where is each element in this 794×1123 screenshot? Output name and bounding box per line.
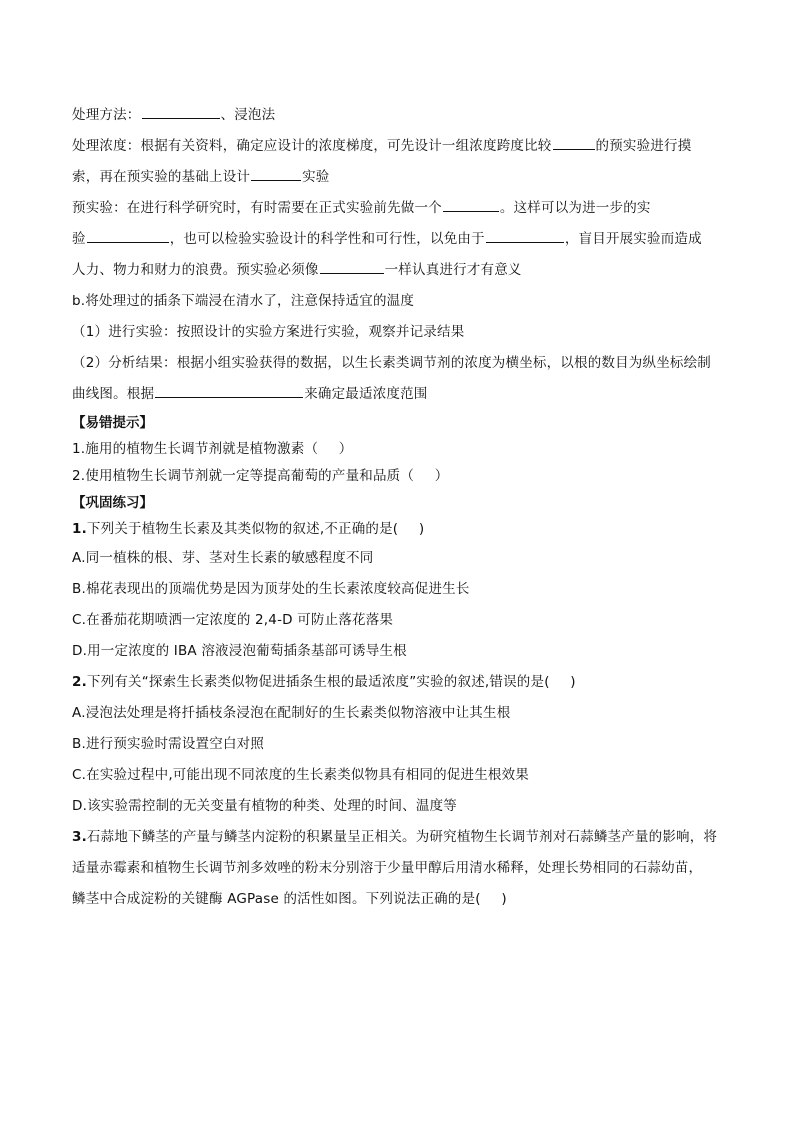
question-2-close: ): [570, 674, 576, 690]
pre-blank-1[interactable]: [443, 197, 499, 212]
tip-close-1: ）: [338, 441, 353, 457]
pre-blank-2[interactable]: [87, 228, 169, 243]
worksheet-page: [72, 100, 732, 915]
tip-item-2: [72, 463, 732, 490]
step-2-blank[interactable]: [155, 383, 303, 398]
concentration-text-3: 索，再在预实验的基础上设计: [72, 169, 251, 185]
question-1-text: 下列关于植物生长素及其类似物的叙述,不正确的是(: [86, 521, 399, 537]
tip-text-1: 1.施用的植物生长调节剂就是植物激素（: [72, 441, 319, 457]
concentration-line-2: [72, 162, 732, 193]
step-2-line-1: （2）分析结果：根据小组实验获得的数据，以生长素类调节剂的浓度为横坐标，以根的数目为纵坐标绘制: [72, 355, 711, 371]
pre-blank-3[interactable]: [486, 228, 564, 243]
concentration-line-1: [72, 131, 732, 162]
step-2-text-3: 来确定最适浓度范围: [304, 386, 428, 402]
concentration-blank-2[interactable]: [251, 166, 301, 181]
question-1-option-b: B.棉花表现出的顶端优势是因为顶芽处的生长素浓度较高促进生长: [72, 581, 470, 597]
practice-heading: 【巩固练习】: [72, 495, 153, 511]
pre-text-2: 。这样可以为进一步的实: [499, 200, 651, 216]
pre-text-3: 验: [72, 231, 86, 247]
step-b: b.将处理过的插条下端浸在清水了，注意保持适宜的温度: [72, 293, 415, 309]
tip-item-1: [72, 436, 732, 463]
question-3-text-1: 石蒜地下鳞茎的产量与鳞茎内淀粉的积累量呈正相关。为研究植物生长调节剂对石蒜鳞茎产量的影响，将: [86, 829, 718, 845]
tip-text-2: 2.使用植物生长调节剂就一定等提高葡萄的产量和品质（: [72, 468, 415, 484]
question-1-number: 1.: [72, 521, 87, 537]
question-1-option-c: C.在番茄花期喷洒一定浓度的 2,4-D 可防止落花落果: [72, 612, 394, 628]
question-3-close: ): [501, 891, 507, 907]
question-1-stem: [72, 516, 732, 543]
step-2-line-2: [72, 379, 732, 410]
question-3-line-1: [72, 822, 732, 853]
tip-close-2: ）: [434, 468, 449, 484]
pre-text-7: 一样认真进行才有意义: [384, 262, 522, 278]
method-line: [72, 100, 732, 131]
concentration-text: 处理浓度：根据有关资料，确定应设计的浓度梯度，可先设计一组浓度跨度比较: [72, 138, 552, 154]
question-3-number: 3.: [72, 829, 87, 845]
question-2-option-a: A.浸泡法处理是将扦插枝条浸泡在配制好的生长素类似物溶液中让其生根: [72, 705, 511, 721]
method-label: 处理方法：: [72, 107, 141, 123]
pre-line-3: [72, 255, 732, 286]
pre-text-5: ，盲目开展实验而造成: [564, 231, 702, 247]
question-2-number: 2.: [72, 674, 87, 690]
question-1-option-a: A.同一植株的根、芽、茎对生长素的敏感程度不同: [72, 550, 374, 566]
question-3-line-2: 适量赤霉素和植物生长调节剂多效唑的粉末分别溶于少量甲醇后用清水稀释，处理长势相同的石蒜幼苗，: [72, 860, 703, 876]
question-3-line-3: [72, 884, 732, 915]
question-2-text: 下列有关“探索生长素类似物促进插条生根的最适浓度”实验的叙述,错误的是(: [86, 674, 550, 690]
method-blank[interactable]: [142, 104, 220, 119]
pre-text-4: ，也可以检验实验设计的科学性和可行性，以免由于: [169, 231, 485, 247]
step-1: （1）进行实验：按照设计的实验方案进行实验，观察并记录结果: [72, 324, 465, 340]
method-after: 、浸泡法: [220, 107, 276, 123]
concentration-text-2: 的预实验进行摸: [595, 138, 692, 154]
pre-line-2: [72, 224, 732, 255]
pre-blank-4[interactable]: [320, 259, 384, 274]
question-2-option-d: D.该实验需控制的无关变量有植物的种类、处理的时间、温度等: [72, 798, 457, 814]
tips-heading: 【易错提示】: [72, 415, 153, 431]
concentration-blank-1[interactable]: [553, 135, 595, 150]
question-1-close: ): [418, 521, 425, 537]
step-2-text-2: 曲线图。根据: [72, 386, 155, 402]
pre-line-1: [72, 193, 732, 224]
question-2-stem: [72, 667, 732, 698]
question-1-option-d: D.用一定浓度的 IBA 溶液浸泡葡萄插条基部可诱导生根: [72, 643, 407, 659]
concentration-text-4: 实验: [302, 169, 330, 185]
question-2-option-c: C.在实验过程中,可能出现不同浓度的生长素类似物具有相同的促进生根效果: [72, 767, 530, 783]
pre-text-1: 预实验：在进行科学研究时，有时需要在正式实验前先做一个: [72, 200, 442, 216]
question-2-option-b: B.进行预实验时需设置空白对照: [72, 736, 265, 752]
pre-text-6: 人力、物力和财力的浪费。预实验必须像: [72, 262, 319, 278]
question-3-text-3: 鳞茎中合成淀粉的关键酶 AGPase 的活性如图。下列说法正确的是(: [72, 891, 481, 907]
